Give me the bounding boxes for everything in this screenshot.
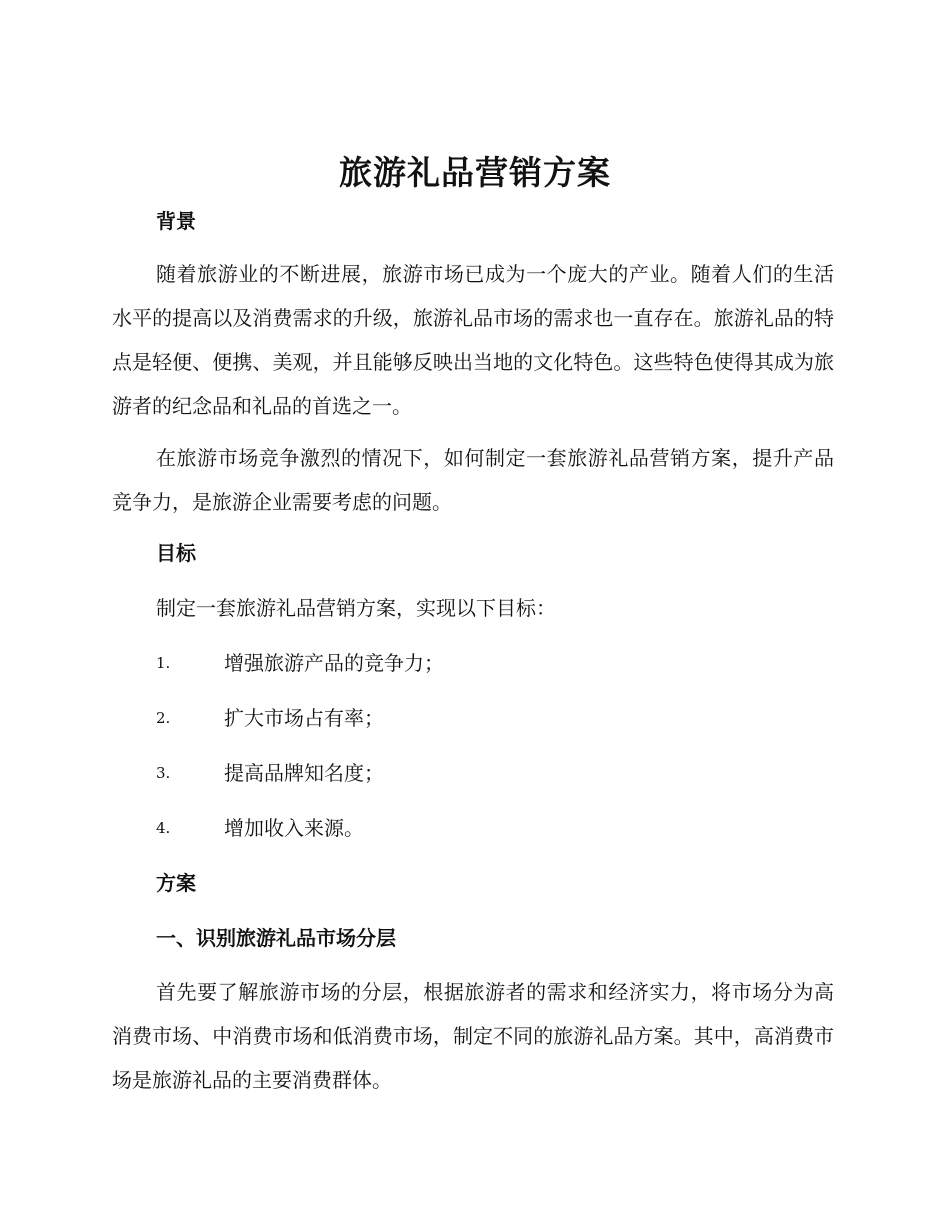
list-text: 增加收入来源。 <box>224 816 364 840</box>
list-number: 2. <box>156 709 171 727</box>
list-text: 扩大市场占有率； <box>224 706 384 730</box>
section-heading-background: 背景 <box>156 209 196 233</box>
plan-paragraph-1: 首先要了解旅游市场的分层，根据旅游者的需求和经济实力，将市场分为高消费市场、中消费市场和低消费市场，制定不同的旅游礼品方案。其中，高消费市场是旅游礼品的主要消费群体。 <box>112 980 834 1092</box>
section-heading-goals: 目标 <box>156 541 196 565</box>
background-paragraph-2: 在旅游市场竞争激烈的情况下，如何制定一套旅游礼品营销方案，提升产品竞争力，是旅游企业需要考虑的问题。 <box>112 446 834 514</box>
document-title: 旅游礼品营销方案 <box>339 153 611 192</box>
list-number: 4. <box>156 819 171 837</box>
goals-intro: 制定一套旅游礼品营销方案，实现以下目标： <box>156 596 556 620</box>
list-number: 1. <box>156 654 171 672</box>
subsection-heading-market-tiers: 一、识别旅游礼品市场分层 <box>156 926 396 950</box>
section-heading-plan: 方案 <box>156 871 196 895</box>
list-text: 提高品牌知名度； <box>224 761 384 785</box>
list-number: 3. <box>156 764 171 782</box>
background-paragraph-1: 随着旅游业的不断进展，旅游市场已成为一个庞大的产业。随着人们的生活水平的提高以及消费需求的升级，旅游礼品市场的需求也一直存在。旅游礼品的特点是轻便、便携、美观，并且能够反映出当地的文化特色。这些特色使得其成为旅游者的纪念品和礼品的首选之一。 <box>112 262 834 418</box>
list-text: 增强旅游产品的竞争力； <box>224 651 444 675</box>
